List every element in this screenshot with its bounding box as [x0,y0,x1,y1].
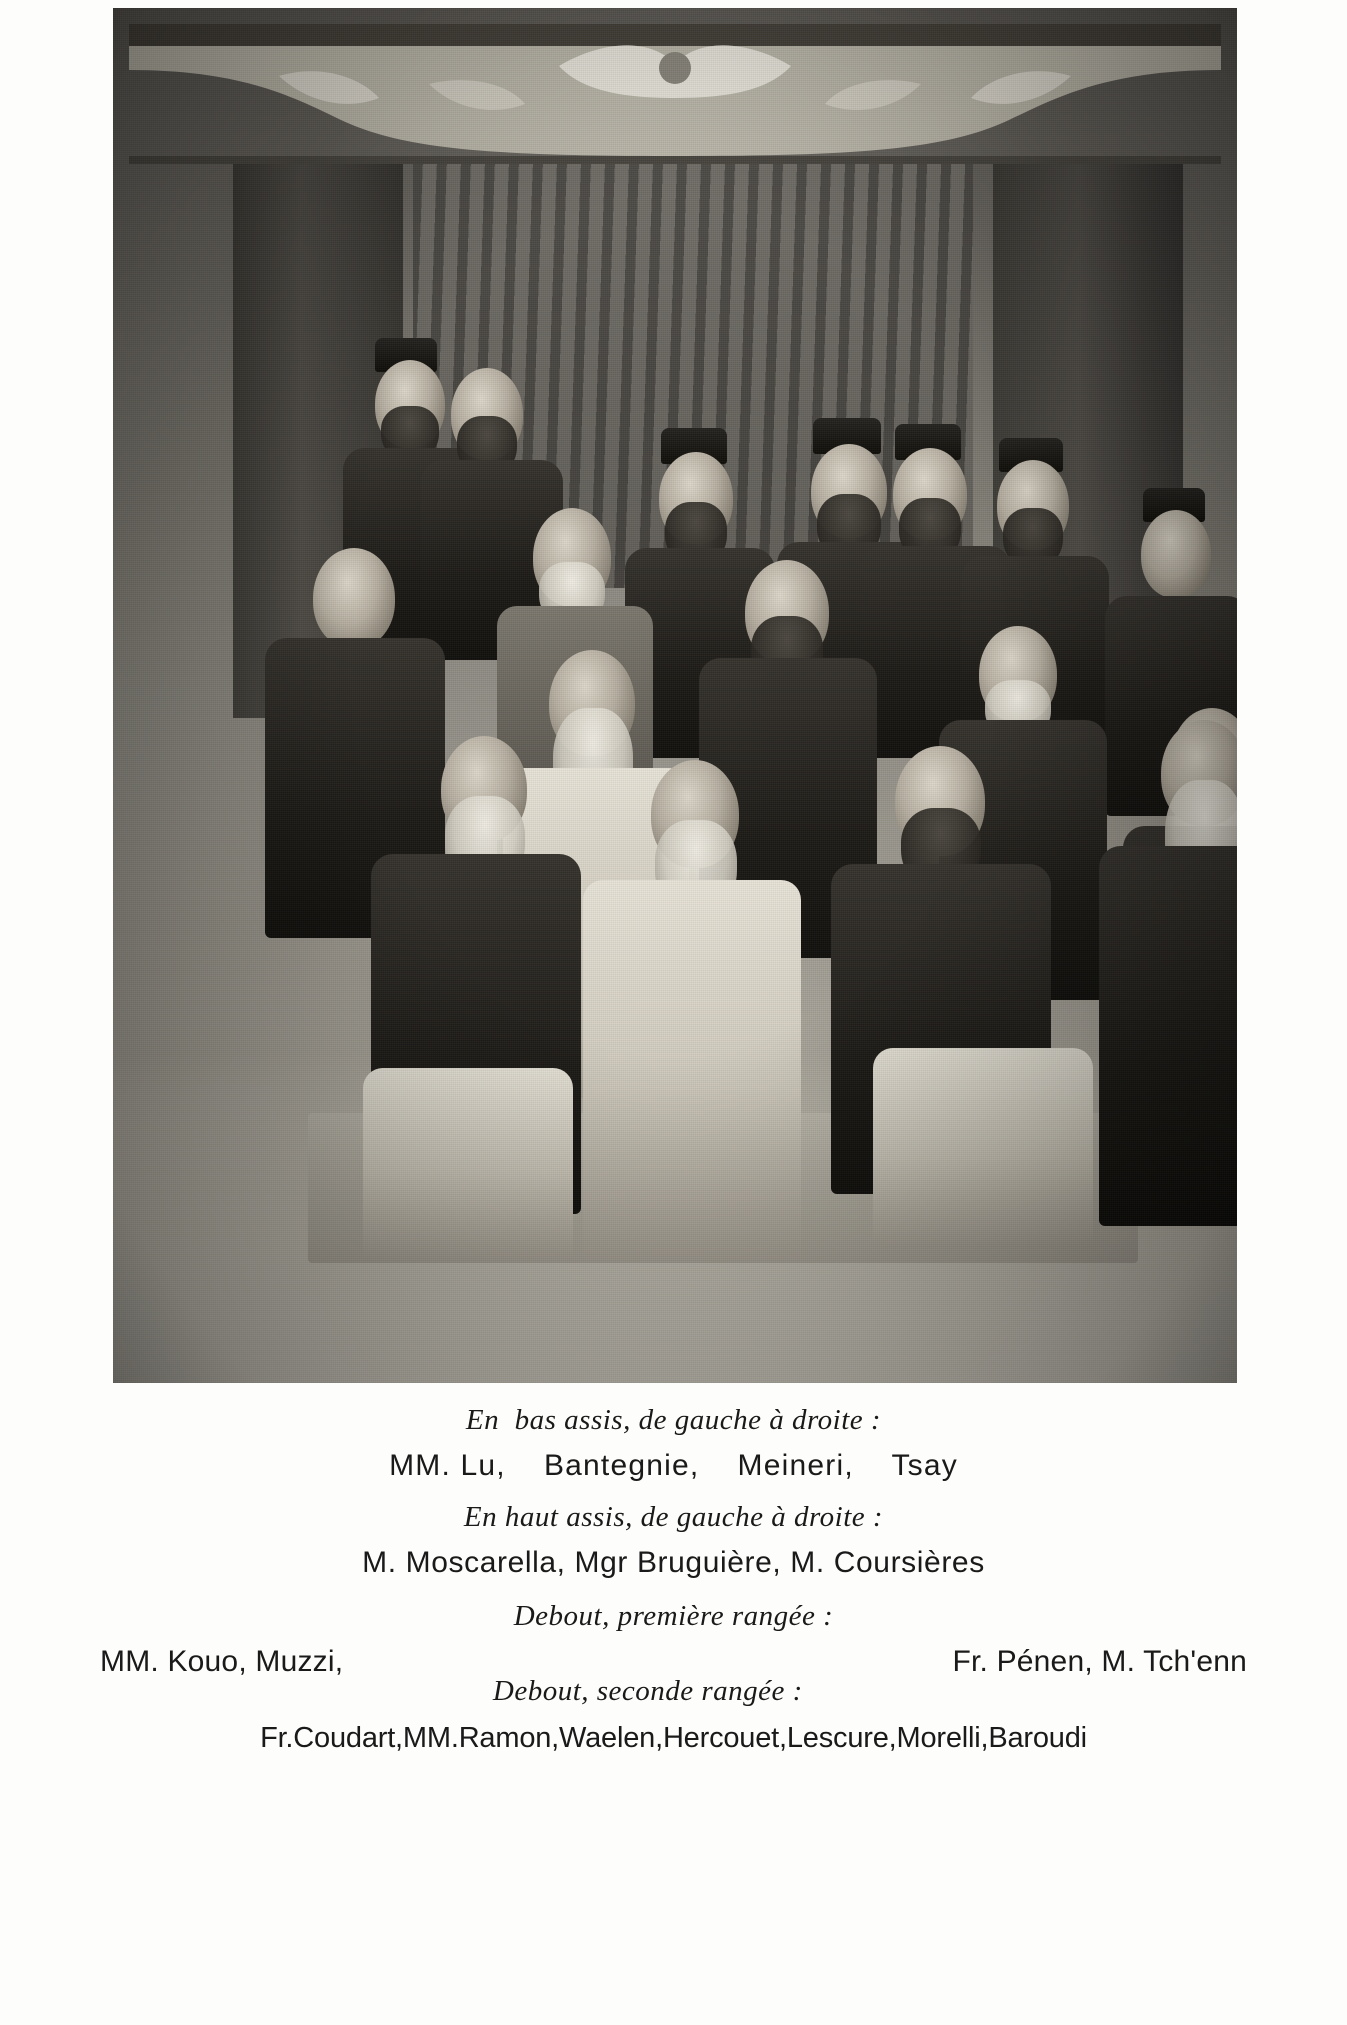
caption-line-4: M. Moscarella, Mgr Bruguière, M. Coursières [362,1546,985,1579]
caption-line-2: MM. Lu, Bantegnie, Meineri, Tsay [389,1449,958,1482]
caption-line-5: Debout, première rangée : [513,1600,834,1632]
caption-line-1: En bas assis, de gauche à droite : [465,1404,882,1436]
photograph-image [113,8,1237,1383]
photo-caption [0,1406,1347,1753]
carved-arch-decoration [129,24,1221,164]
caption-line-7: Debout, seconde rangée : [492,1675,803,1707]
caption-line-8: Fr.Coudart,MM.Ramon,Waelen,Hercouet,Lescure,Morelli,Baroudi [260,1722,1087,1754]
caption-line-6-right: Fr. Pénen, M. Tch'enn [952,1645,1247,1678]
photograph [113,8,1237,1383]
caption-line-6-left: MM. Kouo, Muzzi, [100,1645,344,1678]
caption-line-3: En haut assis, de gauche à droite : [463,1501,884,1533]
